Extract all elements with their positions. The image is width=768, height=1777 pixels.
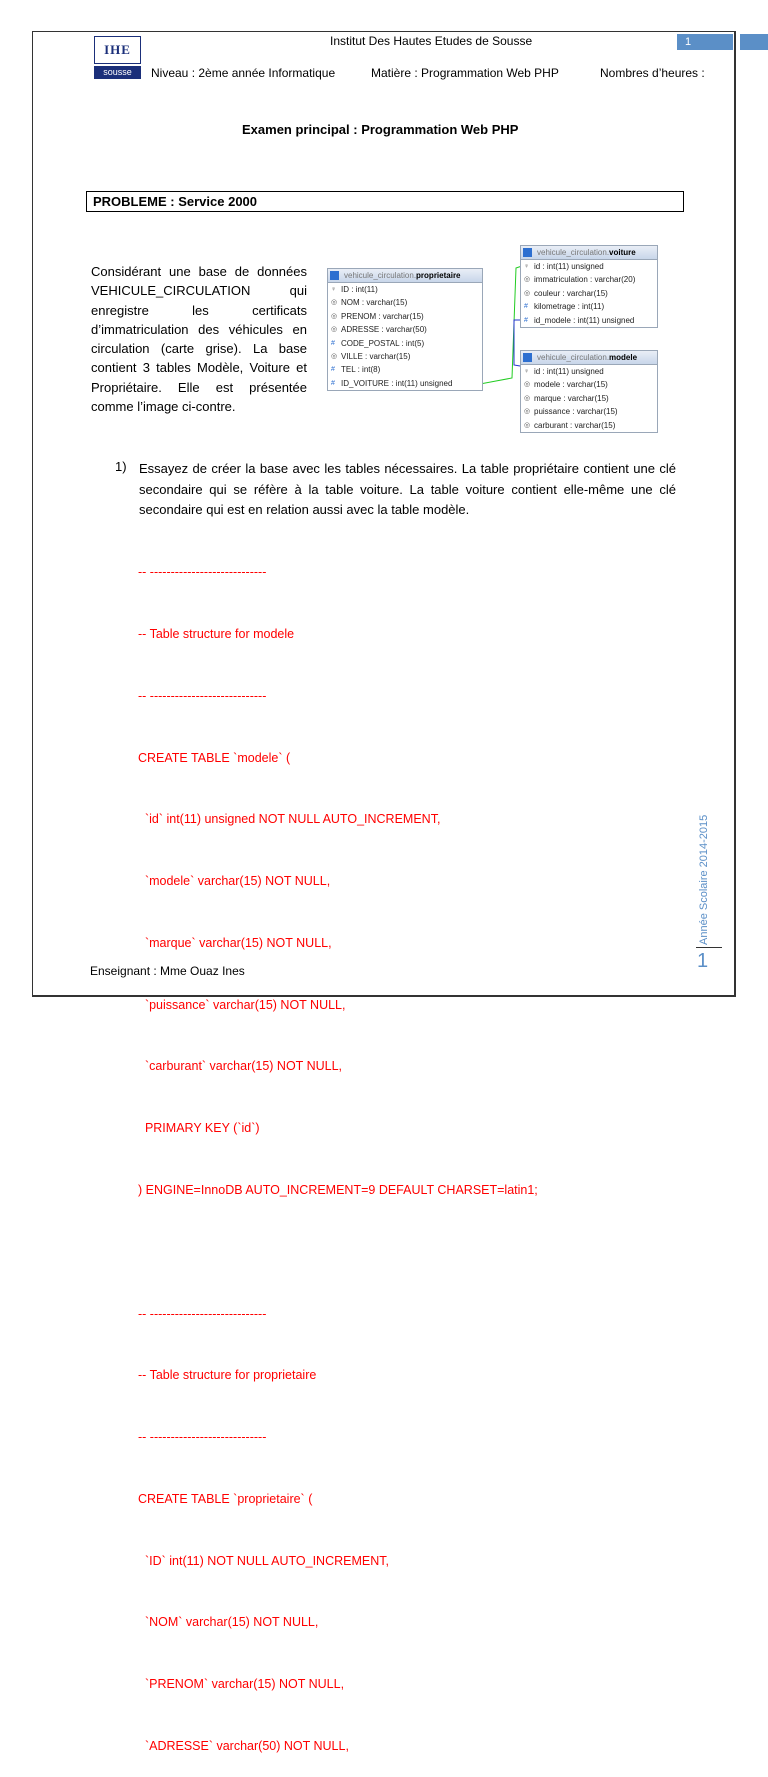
sql-line: `marque` varchar(15) NOT NULL, <box>138 935 332 950</box>
field-icon: ◎ <box>524 421 531 429</box>
field-row: ◎ carburant : varchar(15) <box>521 419 657 432</box>
side-school-year: Année Scolaire 2014-2015 <box>698 814 710 945</box>
field-icon: ◎ <box>331 326 338 334</box>
field-row: ◎ ADRESSE : varchar(50) <box>328 323 482 336</box>
field-row: ◎ immatriculation : varchar(20) <box>521 273 657 286</box>
sql-line: `id` int(11) unsigned NOT NULL AUTO_INCREMENT, <box>138 812 441 827</box>
footer-teacher: Enseignant : Mme Ouaz Ines <box>90 964 245 978</box>
table-modele-header: vehicule_circulation.modele <box>521 351 657 365</box>
sql-line: CREATE TABLE `proprietaire` ( <box>138 1491 313 1506</box>
field-row: ◎ couleur : varchar(15) <box>521 287 657 300</box>
field-row: # ID_VOITURE : int(11) unsigned <box>328 377 482 390</box>
field-row: ◎ marque : varchar(15) <box>521 392 657 405</box>
question-text: Essayez de créer la base avec les tables nécessaires. La table propriétaire contient une clé secondaire qui se réfère à la table voiture. La table voiture contient elle-même une clé secondaire qui est en relation aussi avec la table modèle. <box>139 461 676 517</box>
numeric-icon: # <box>331 366 335 374</box>
sql-line: -- ---------------------------- <box>138 688 267 703</box>
sql-line: `modele` varchar(15) NOT NULL, <box>138 874 331 889</box>
field-row: ◎ VILLE : varchar(15) <box>328 350 482 363</box>
field-icon: ◎ <box>524 408 531 416</box>
field-icon: ◎ <box>331 312 338 320</box>
field-icon: ◎ <box>524 394 531 402</box>
table-proprietaire-header: vehicule_circulation.proprietaire <box>328 269 482 283</box>
table-modele <box>520 350 658 433</box>
field-icon: ◎ <box>331 299 338 307</box>
sql-line: `PRENOM` varchar(15) NOT NULL, <box>138 1677 345 1692</box>
field-row: ◎ modele : varchar(15) <box>521 378 657 391</box>
intro-paragraph: Considérant une base de données VEHICULE_CIRCULATION qui enregistre les certificats d’immatriculation des véhicules en circulation (carte grise). La base contient 3 tables Modèle, Voiture et Propriétaire. Elle est présentée comme l’image ci-contre. <box>91 264 307 415</box>
field-row: ◎ PRENOM : varchar(15) <box>328 310 482 323</box>
table-proprietaire <box>327 268 483 391</box>
field-row: ◎ puissance : varchar(15) <box>521 405 657 418</box>
key-icon: ♀ <box>331 286 337 293</box>
numeric-icon: # <box>331 379 335 387</box>
numeric-icon: # <box>331 339 335 347</box>
field-icon: ◎ <box>331 352 338 360</box>
sql-code-block <box>138 521 538 1777</box>
field-row: # CODE_POSTAL : int(5) <box>328 337 482 350</box>
sql-line: ) ENGINE=InnoDB AUTO_INCREMENT=9 DEFAULT CHARSET=latin1; <box>138 1183 538 1197</box>
field-icon: ◎ <box>524 381 531 389</box>
sql-line: `NOM` varchar(15) NOT NULL, <box>138 1615 319 1630</box>
field-row: ◎ NOM : varchar(15) <box>328 296 482 309</box>
sql-line <box>138 1242 538 1263</box>
header-heures: Nombres d’heures : <box>600 66 705 80</box>
sql-line: -- Table structure for modele <box>138 626 295 641</box>
field-row: ♀ ID : int(11) <box>328 283 482 296</box>
header-niveau: Niveau : 2ème année Informatique <box>151 66 336 80</box>
sql-line: `ID` int(11) NOT NULL AUTO_INCREMENT, <box>138 1553 389 1568</box>
field-row: # id_modele : int(11) unsigned <box>521 314 657 327</box>
table-voiture <box>520 245 658 328</box>
sql-line: `carburant` varchar(15) NOT NULL, <box>138 1059 342 1074</box>
sql-line: PRIMARY KEY (`id`) <box>138 1121 260 1136</box>
sql-line: `ADRESSE` varchar(50) NOT NULL, <box>138 1739 349 1754</box>
sql-line: -- Table structure for proprietaire <box>138 1368 317 1383</box>
sql-line: CREATE TABLE `modele` ( <box>138 750 291 765</box>
logo-city: sousse <box>94 66 141 79</box>
field-icon: ◎ <box>524 276 531 284</box>
question-number: 1) <box>115 459 127 474</box>
field-icon: ◎ <box>524 289 531 297</box>
side-divider <box>696 947 722 948</box>
header-page-number: 1 <box>677 34 733 50</box>
header-matiere: Matière : Programmation Web PHP <box>371 66 559 80</box>
key-icon: ♀ <box>524 368 530 375</box>
problem-title: PROBLEME : Service 2000 <box>86 191 684 212</box>
field-row: # TEL : int(8) <box>328 363 482 376</box>
sql-line: -- ---------------------------- <box>138 1306 267 1321</box>
logo-letters: IHE <box>94 36 141 64</box>
sql-line: -- ---------------------------- <box>138 565 267 580</box>
side-page-number: 1 <box>697 950 709 972</box>
sql-line: `puissance` varchar(15) NOT NULL, <box>138 997 346 1012</box>
table-icon <box>523 248 532 257</box>
key-icon: ♀ <box>524 263 530 270</box>
numeric-icon: # <box>524 303 528 311</box>
field-row: ♀ id : int(11) unsigned <box>521 365 657 378</box>
sql-line: -- ---------------------------- <box>138 1430 267 1445</box>
field-row: # kilometrage : int(11) <box>521 300 657 313</box>
numeric-icon: # <box>524 316 528 324</box>
table-voiture-header: vehicule_circulation.voiture <box>521 246 657 260</box>
table-icon <box>523 353 532 362</box>
table-icon <box>330 271 339 280</box>
field-row: ♀ id : int(11) unsigned <box>521 260 657 273</box>
